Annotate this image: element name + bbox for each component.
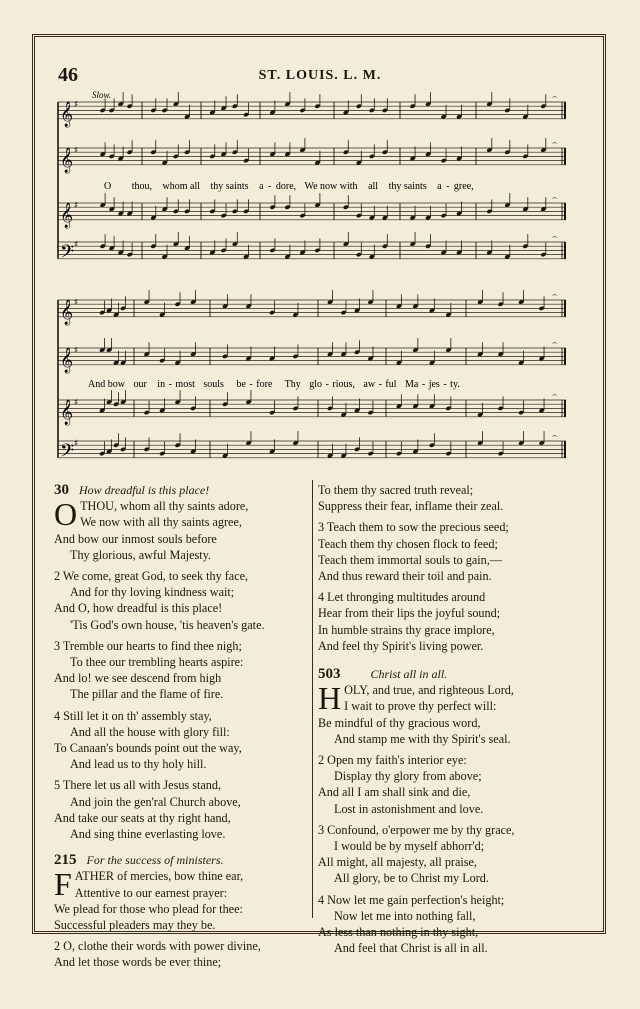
left-column (54, 482, 319, 971)
hymn-215-verse-2 (54, 938, 319, 970)
hymn-30-verse-2 (54, 568, 319, 633)
tune-title: ST. LOUIS. L. M. (258, 68, 382, 83)
verse-line: The pillar and the flame of fire. (70, 687, 224, 702)
hymn-30-verse-5 (54, 777, 319, 842)
verse-line: Attentive to our earnest prayer: (74, 885, 228, 900)
verse-line: As less than nothing in thy sight, (318, 925, 479, 940)
sharp-icon: ♯ (74, 346, 79, 357)
hymn-number: 215 (54, 852, 77, 869)
verse-line: All might, all majesty, all praise, (318, 855, 477, 870)
hymn-503-verse-3 (318, 822, 583, 887)
verse-line: And feel thy Spirit's living power. (318, 638, 484, 653)
lyrics-line-1: O thou, whom all thy saints a - dore, We now with all thy saints a - gree, (104, 181, 474, 192)
hymn-215-verse-3 (318, 519, 583, 584)
verse-line: Display thy glory from above; (334, 769, 482, 784)
treble-clef-icon: 𝄞 (60, 347, 74, 373)
verse-line: 2 Open my faith's interior eye: (318, 753, 467, 768)
hymn-title: For the success of ministers. (86, 853, 224, 868)
staff (58, 193, 566, 228)
verse-line: I would be by myself abhorr'd; (334, 839, 485, 854)
verse-line: Teach them thy chosen flock to feed; (318, 536, 498, 551)
staff (58, 390, 566, 425)
hymn-30-verse-4 (54, 708, 319, 773)
verse-line: 3 Confound, o'erpower me by thy grace, (318, 822, 515, 837)
music-system-1 (56, 90, 572, 280)
verse-line: I wait to prove thy perfect will: (344, 699, 497, 714)
verse-line: And sing thine everlasting love. (70, 827, 226, 842)
bass-clef-icon: 𝄢 (60, 241, 75, 267)
verse-line: 3 Tremble our hearts to find thee nigh; (54, 638, 242, 653)
verse-line: To them thy sacred truth reveal; (318, 483, 474, 497)
verse-line: 5 There let us all with Jesus stand, (54, 778, 221, 793)
fermata-icon: ⌢ (552, 338, 558, 347)
page-header (0, 64, 640, 88)
hymn-title: How dreadful is this place! (79, 483, 210, 497)
right-column (318, 482, 583, 956)
verse-line: 2 We come, great God, to seek thy face, (54, 569, 249, 584)
verse-line: ATHER of mercies, bow thine ear, (74, 869, 244, 884)
verse-line: And join the gen'ral Church above, (70, 794, 241, 809)
hymn-503-verse-4 (318, 892, 583, 957)
verse-line: To thee our trembling hearts aspire: (70, 655, 244, 670)
sharp-icon: ♯ (74, 298, 79, 309)
hymn-503-verse-2 (318, 752, 583, 817)
hymn-number: 503 (318, 666, 341, 683)
verse-line: OLY, and true, and righteous Lord, (344, 683, 514, 698)
page-number: 46 (58, 64, 78, 86)
hymn-number: 30 (54, 482, 69, 498)
staff (58, 338, 566, 373)
hymn-215-heading (54, 852, 319, 868)
hymn-503-heading (318, 666, 583, 682)
hymn-30-verse-3 (54, 638, 319, 703)
sharp-icon: ♯ (74, 439, 79, 450)
verse-line: THOU, whom all thy saints adore, (80, 499, 249, 514)
verse-line: And all I am shall sink and die, (318, 785, 471, 800)
verse-line: And stamp me with thy Spirit's seal. (334, 731, 511, 746)
fermata-icon: ⌢ (552, 92, 558, 101)
tempo-marking: Slow. (92, 90, 112, 100)
verse-line: 4 Now let me gain perfection's height; (318, 892, 505, 907)
sharp-icon: ♯ (74, 240, 79, 251)
staff (58, 232, 566, 267)
fermata-icon: ⌢ (552, 290, 558, 299)
verse-line: In humble strains thy grace implore, (318, 622, 495, 637)
verse-line: 4 Still let it on th' assembly stay, (54, 708, 212, 723)
verse-line: 3 Teach them to sow the precious seed; (318, 520, 509, 535)
fermata-icon: ⌢ (552, 138, 558, 147)
verse-line: Teach them immortal souls to gain,— (318, 552, 502, 567)
treble-clef-icon: 𝄞 (60, 399, 74, 425)
verse-line: And take our seats at thy right hand, (54, 810, 231, 825)
hymn-30-heading (54, 482, 319, 498)
sharp-icon: ♯ (74, 146, 79, 157)
verse-line: Thy glorious, awful Majesty. (70, 547, 212, 562)
verse-line: 2 O, clothe their words with power divine, (54, 939, 261, 954)
fermata-icon: ⌢ (552, 193, 558, 202)
verse-line: 'Tis God's own house, 'tis heaven's gate. (70, 617, 265, 632)
verse-line: All glory, be to Christ my Lord. (334, 871, 489, 886)
lyrics-line-2: And bow our in - most souls be - fore Thy glo - rious, aw - ful Ma - jes - ty. (88, 379, 460, 390)
verse-line: To Canaan's bounds point out the way, (54, 741, 242, 756)
verse-line: Lost in astonishment and love. (334, 801, 484, 816)
verse-line: Suppress their fear, inflame their zeal. (318, 499, 504, 514)
treble-clef-icon: 𝄞 (60, 202, 74, 228)
staff (58, 290, 566, 325)
verse-line: Hear from their lips the joyful sound; (318, 606, 501, 621)
verse-line: Successful pleaders may they be. (54, 918, 216, 933)
verse-line: And bow our inmost souls before (54, 531, 217, 546)
staff (58, 138, 566, 173)
staff (58, 92, 566, 127)
sharp-icon: ♯ (74, 100, 79, 111)
verse-line: And feel that Christ is all in all. (334, 941, 488, 956)
verse-line: And let those words be ever thine; (54, 955, 222, 970)
verse-line: 4 Let thronging multitudes around (318, 590, 486, 605)
verse-line: And for thy loving kindness wait; (70, 585, 235, 600)
verse-line: And thus reward their toil and pain. (318, 569, 492, 584)
verse-line: And lo! we see descend from high (54, 671, 222, 686)
treble-clef-icon: 𝄞 (60, 147, 74, 173)
verse-line: And O, how dreadful is this place! (54, 601, 223, 616)
treble-clef-icon: 𝄞 (60, 299, 74, 325)
verse-line: And all the house with glory fill: (70, 724, 230, 739)
hymn-30-verse-1 (54, 498, 319, 563)
verse-line: We plead for those who plead for thee: (54, 901, 243, 916)
staff (58, 431, 566, 466)
bass-clef-icon: 𝄢 (60, 440, 75, 466)
hymn-title: Christ all in all. (370, 667, 448, 682)
hymn-215-verse-4 (318, 589, 583, 654)
hymn-215-verse-1 (54, 868, 319, 933)
treble-clef-icon: 𝄞 (60, 101, 74, 127)
verse-line: Now let me into nothing fall, (334, 908, 476, 923)
verse-line: Be mindful of thy gracious word, (318, 715, 481, 730)
drop-cap: H (318, 680, 342, 717)
fermata-icon: ⌢ (552, 431, 558, 440)
hymn-503-verse-1 (318, 682, 583, 747)
sharp-icon: ♯ (74, 201, 79, 212)
fermata-icon: ⌢ (552, 232, 558, 241)
verse-line: We now with all thy saints agree, (80, 515, 242, 530)
sharp-icon: ♯ (74, 398, 79, 409)
drop-cap: O (54, 496, 78, 533)
music-system-2 (56, 290, 572, 470)
fermata-icon: ⌢ (552, 390, 558, 399)
verse-line: And lead us to thy holy hill. (70, 757, 207, 772)
drop-cap: F (54, 866, 72, 903)
